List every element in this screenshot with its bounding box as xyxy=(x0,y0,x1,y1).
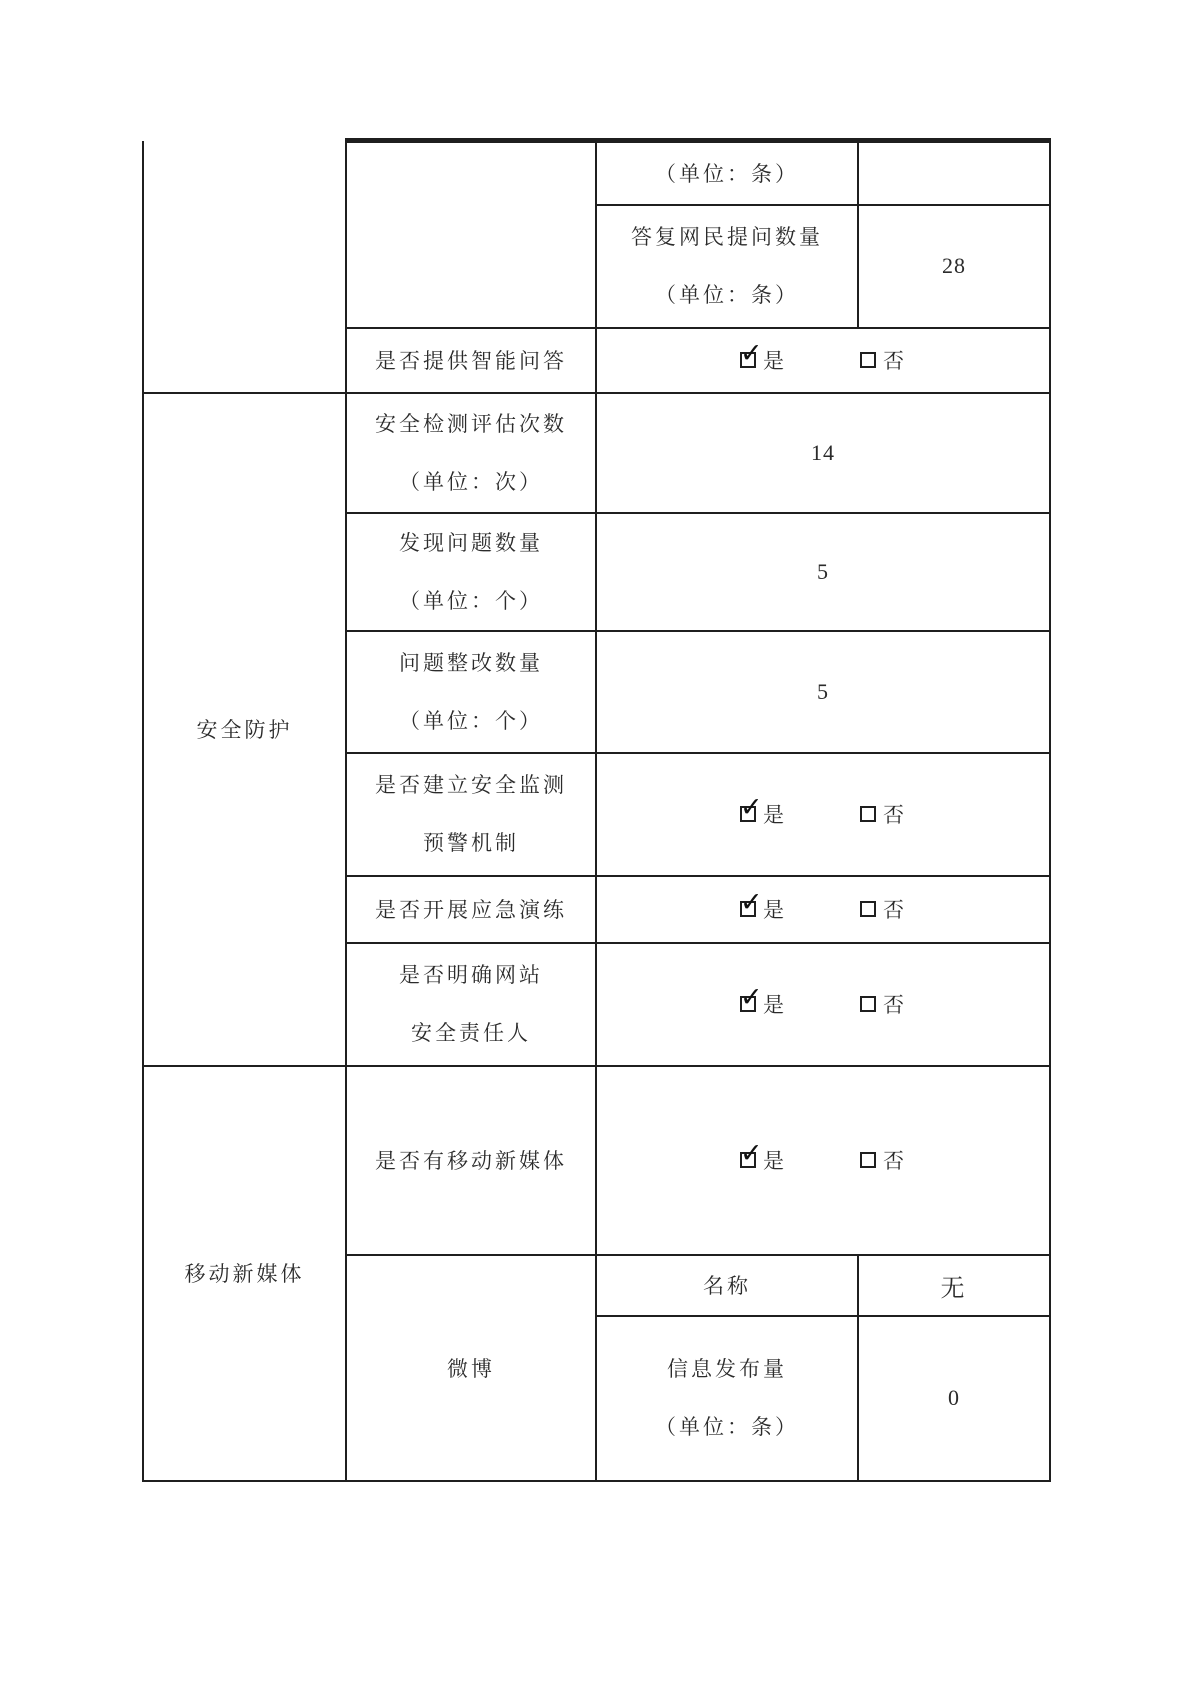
cell-security-officer-checkbox xyxy=(596,943,1050,1066)
security-category-label: 安全防护 xyxy=(196,718,293,742)
problems-found-label: 发现问题数量 （单位：个） xyxy=(399,530,543,613)
checkbox-no-label: 否 xyxy=(883,898,906,922)
cell-security-eval-value xyxy=(596,393,1050,513)
unit-tiao-label: （单位：条） xyxy=(655,162,799,187)
row-unit-continued xyxy=(143,141,1050,205)
weibo-volume-value: 0 xyxy=(948,1385,960,1410)
cell-problems-found-value xyxy=(596,513,1050,631)
checkbox-no-unchecked-icon xyxy=(860,1152,876,1168)
monitor-mechanism-checkbox-group xyxy=(597,792,1049,829)
row-security-eval xyxy=(143,393,1050,513)
checkbox-yes-label: 是 xyxy=(763,349,786,373)
weibo-name-label: 名称 xyxy=(703,1274,751,1298)
cell-has-mobile-media-label xyxy=(346,1066,596,1255)
cell-security-eval-label xyxy=(346,393,596,513)
checkbox-no-label: 否 xyxy=(883,993,906,1017)
emergency-drill-checkbox-group xyxy=(597,887,1049,924)
checkbox-yes-checked-icon: ✓ xyxy=(740,982,763,1013)
checkbox-yes-label: 是 xyxy=(763,993,786,1017)
checkbox-yes-label: 是 xyxy=(763,898,786,922)
checkbox-yes-label: 是 xyxy=(763,803,786,827)
cell-security-officer-label xyxy=(346,943,596,1066)
cell-problems-fixed-label xyxy=(346,631,596,753)
cell-unit-tiao-value xyxy=(858,141,1050,205)
row-has-mobile-media xyxy=(143,1066,1050,1255)
checkbox-no-label: 否 xyxy=(883,1149,906,1173)
security-eval-label: 安全检测评估次数 （单位：次） xyxy=(375,411,567,494)
cell-monitor-mechanism-label xyxy=(346,753,596,876)
smart-qa-label: 是否提供智能问答 xyxy=(375,349,567,373)
checkbox-no-unchecked-icon xyxy=(860,806,876,822)
reply-count-value: 28 xyxy=(942,253,966,278)
checkbox-no-label: 否 xyxy=(883,803,906,827)
weibo-name-value: 无 xyxy=(940,1275,968,1302)
checkbox-no-unchecked-icon xyxy=(860,901,876,917)
checkbox-no-unchecked-icon xyxy=(860,352,876,368)
cell-item-continued xyxy=(346,141,596,328)
cell-unit-tiao-label xyxy=(596,141,858,205)
security-eval-value: 14 xyxy=(811,439,835,465)
checkbox-yes-label: 是 xyxy=(763,1149,786,1173)
cell-problems-found-label xyxy=(346,513,596,631)
cell-emergency-drill-label xyxy=(346,876,596,943)
problems-found-value: 5 xyxy=(817,558,829,584)
cell-problems-fixed-value xyxy=(596,631,1050,753)
mobile-media-category-label: 移动新媒体 xyxy=(184,1262,305,1286)
checkbox-no-label: 否 xyxy=(883,349,906,373)
problems-fixed-value: 5 xyxy=(817,678,829,704)
cell-smart-qa-checkbox xyxy=(596,328,1050,393)
cell-has-mobile-media-checkbox xyxy=(596,1066,1050,1255)
checkbox-yes-checked-icon: ✓ xyxy=(740,1138,763,1169)
cell-monitor-mechanism-checkbox xyxy=(596,753,1050,876)
cell-category-security xyxy=(143,393,346,1066)
has-mobile-media-label: 是否有移动新媒体 xyxy=(375,1149,567,1173)
cell-smart-qa-label xyxy=(346,328,596,393)
cell-weibo-label xyxy=(346,1255,596,1481)
emergency-drill-label: 是否开展应急演练 xyxy=(375,898,567,922)
checkbox-no-unchecked-icon xyxy=(860,996,876,1012)
checkbox-yes-checked-icon: ✓ xyxy=(740,338,763,369)
weibo-volume-label: 信息发布量 （单位：条） xyxy=(655,1357,799,1439)
cell-weibo-volume-value xyxy=(858,1316,1050,1481)
has-mobile-media-checkbox-group xyxy=(597,1138,1049,1175)
monitor-mechanism-label: 是否建立安全监测 预警机制 xyxy=(375,773,567,855)
cell-weibo-name-value xyxy=(858,1255,1050,1316)
checkbox-yes-checked-icon: ✓ xyxy=(740,792,763,823)
cell-emergency-drill-checkbox xyxy=(596,876,1050,943)
cell-category-continued xyxy=(143,141,346,393)
problems-fixed-label: 问题整改数量 （单位：个） xyxy=(399,650,543,733)
cell-weibo-volume-label xyxy=(596,1316,858,1481)
smart-qa-checkbox-group xyxy=(597,338,1049,375)
cell-weibo-name-label xyxy=(596,1255,858,1316)
weibo-label: 微博 xyxy=(447,1356,495,1381)
cell-reply-count-value xyxy=(858,205,1050,328)
reply-count-label: 答复网民提问数量 （单位：条） xyxy=(631,225,823,307)
security-officer-checkbox-group xyxy=(597,982,1049,1019)
checkbox-yes-checked-icon: ✓ xyxy=(740,887,763,918)
security-officer-label: 是否明确网站 安全责任人 xyxy=(399,963,543,1045)
cell-reply-count-label xyxy=(596,205,858,328)
annual-report-table xyxy=(142,138,1051,1482)
cell-category-mobile-media xyxy=(143,1066,346,1481)
